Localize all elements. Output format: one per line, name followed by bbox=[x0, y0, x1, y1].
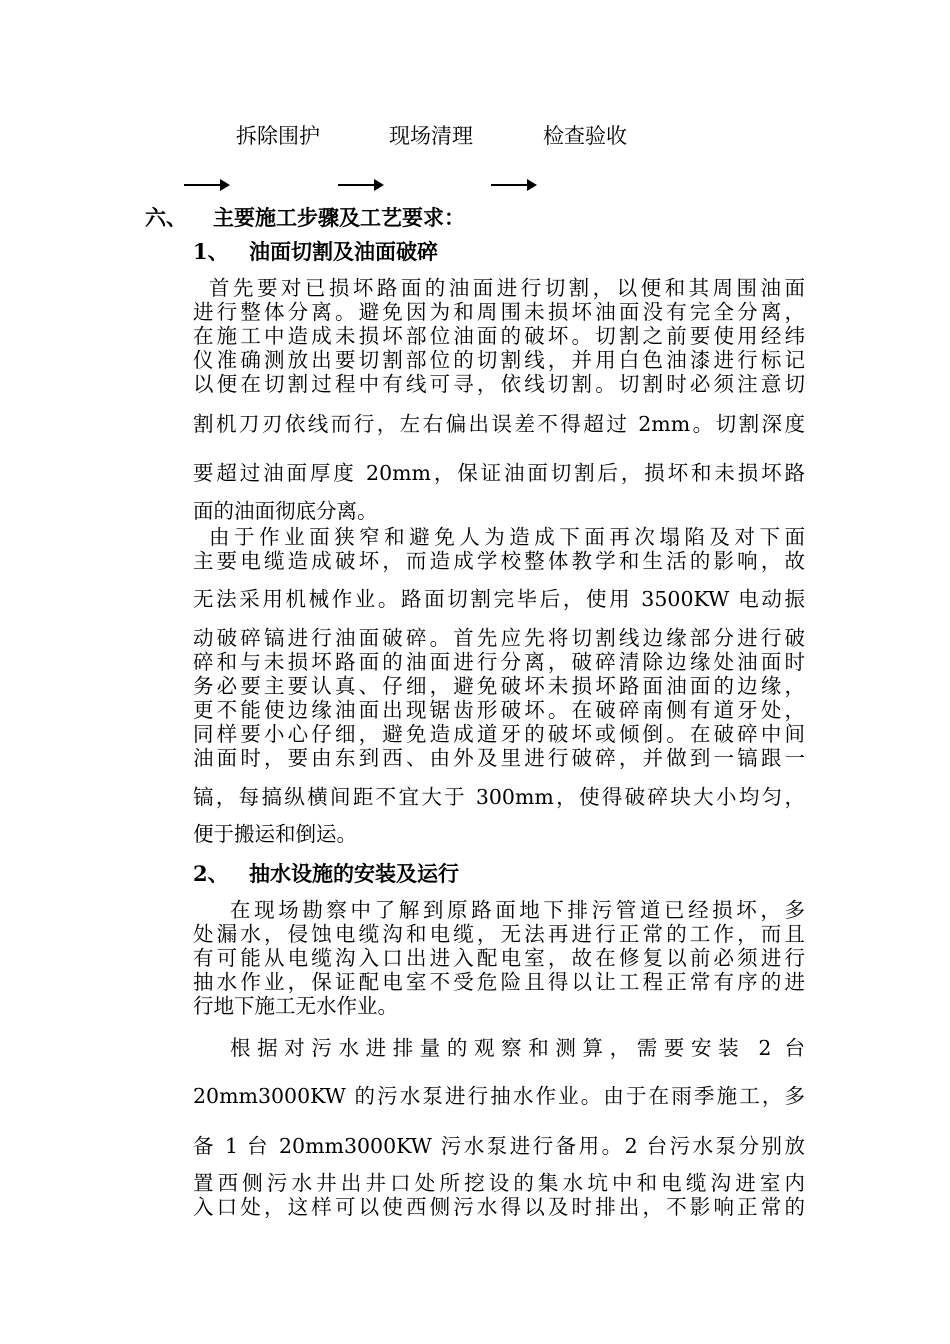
flow-arrow-right-icon bbox=[491, 178, 537, 192]
subheading-title: 油面切割及油面破碎 bbox=[249, 239, 438, 264]
subheading-title: 抽水设施的安装及运行 bbox=[249, 861, 459, 886]
paragraph-line: 有可能从电缆沟入口出进入配电室，故在修复以前必须进行 bbox=[193, 946, 805, 970]
section-title: 主要施工步骤及工艺要求： bbox=[213, 205, 465, 230]
paragraph-line: 仪准确测放出要切割部位的切割线，并用白色油漆进行标记 bbox=[193, 348, 805, 372]
flow-step-inspection: 检查验收 bbox=[543, 124, 627, 148]
paragraph-line: 行地下施工无水作业。 bbox=[193, 994, 398, 1018]
flow-arrow-right-icon bbox=[184, 178, 230, 192]
paragraph-line: 同样要小心仔细，避免造成道牙的破坏或倾倒。在破碎中间 bbox=[193, 722, 805, 746]
paragraph-line: 在施工中造成未损坏部位油面的破坏。切割之前要使用经纬 bbox=[193, 324, 805, 348]
paragraph-line: 无法采用机械作业。路面切割完毕后，使用 3500KW 电动振 bbox=[193, 587, 805, 611]
paragraph-line: 要超过油面厚度 20mm，保证油面切割后，损坏和未损坏路 bbox=[193, 461, 805, 485]
paragraph-line: 在现场勘察中了解到原路面地下排污管道已经损坏，多 bbox=[230, 898, 805, 922]
subheading-number: 2、 bbox=[193, 861, 229, 886]
paragraph-line: 备 1 台 20mm3000KW 污水泵进行备用。2 台污水泵分别放 bbox=[193, 1134, 805, 1158]
paragraph-line: 镐，每搞纵横间距不宜大于 300mm，使得破碎块大小均匀， bbox=[193, 785, 805, 809]
paragraph-line: 割机刀刃依线而行，左右偏出误差不得超过 2mm。切割深度 bbox=[193, 412, 805, 436]
paragraph-line: 置西侧污水井出井口处所挖设的集水坑中和电缆沟进室内 bbox=[193, 1171, 805, 1195]
paragraph-line: 20mm3000KW 的污水泵进行抽水作业。由于在雨季施工，多 bbox=[193, 1084, 805, 1108]
paragraph-line: 首先要对已损坏路面的油面进行切割，以便和其周围油面 bbox=[209, 276, 805, 300]
paragraph-line: 进行整体分离。避免因为和周围未损坏油面没有完全分离， bbox=[193, 300, 805, 324]
paragraph-line: 碎和与未损坏路面的油面进行分离，破碎清除边缘处油面时 bbox=[193, 650, 805, 674]
subheading-2 bbox=[193, 858, 459, 888]
paragraph-line: 动破碎镐进行油面破碎。首先应先将切割线边缘部分进行破 bbox=[193, 626, 805, 650]
section-heading bbox=[145, 202, 465, 232]
flow-arrow-right-icon bbox=[338, 178, 384, 192]
paragraph-line: 根据对污水进排量的观察和测算，需要安装 2 台 bbox=[230, 1036, 805, 1060]
paragraph-line: 更不能使边缘油面出现锯齿形破坏。在破碎南侧有道牙处， bbox=[193, 698, 805, 722]
subheading-1 bbox=[193, 236, 438, 266]
paragraph-line: 主要电缆造成破坏，而造成学校整体教学和生活的影响，故 bbox=[193, 549, 805, 573]
paragraph-line: 便于搬运和倒运。 bbox=[193, 822, 357, 846]
paragraph-line: 抽水作业，保证配电室不受危险且得以让工程正常有序的进 bbox=[193, 970, 805, 994]
paragraph-line: 以便在切割过程中有线可寻，依线切割。切割时必须注意切 bbox=[193, 372, 805, 396]
flow-step-site-cleanup: 现场清理 bbox=[389, 124, 473, 148]
paragraph-line: 油面时，要由东到西、由外及里进行破碎，并做到一镐跟一 bbox=[193, 746, 805, 770]
section-number: 六、 bbox=[145, 205, 187, 230]
paragraph-line: 入口处，这样可以使西侧污水得以及时排出，不影响正常的 bbox=[193, 1195, 805, 1219]
paragraph-line: 处漏水，侵蚀电缆沟和电缆，无法再进行正常的工作，而且 bbox=[193, 922, 805, 946]
subheading-number: 1、 bbox=[193, 239, 229, 264]
paragraph-line: 务必要主要认真、仔细，避免破坏未损坏路面油面的边缘， bbox=[193, 674, 805, 698]
paragraph-line: 面的油面彻底分离。 bbox=[193, 499, 378, 523]
flow-step-remove-enclosure: 拆除围护 bbox=[236, 124, 320, 148]
paragraph-line: 由于作业面狭窄和避免人为造成下面再次塌陷及对下面 bbox=[209, 525, 805, 549]
